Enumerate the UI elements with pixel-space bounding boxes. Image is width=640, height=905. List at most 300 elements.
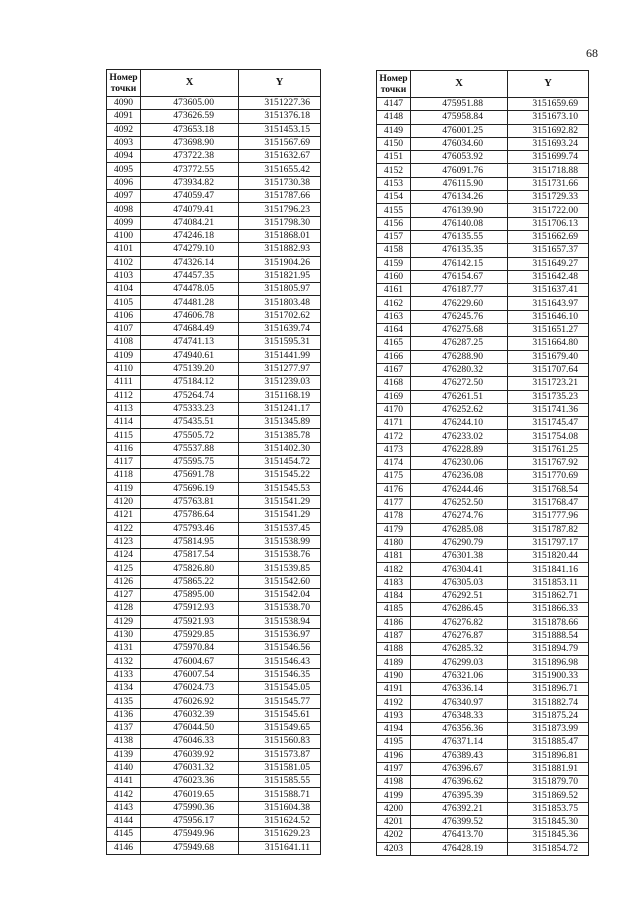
x-cell: 475951.88 (411, 98, 508, 111)
table-row (107, 416, 321, 429)
x-cell: 475826.80 (141, 562, 239, 575)
header-point-number (377, 71, 411, 98)
table-row (377, 377, 589, 390)
y-cell: 3151873.99 (508, 722, 589, 735)
point-number-cell: 4108 (107, 336, 141, 349)
point-number-cell: 4122 (107, 522, 141, 535)
x-cell: 476261.51 (411, 390, 508, 403)
point-number-cell: 4185 (377, 603, 411, 616)
table-row (107, 203, 321, 216)
x-cell: 473626.59 (141, 110, 239, 123)
table-row (377, 563, 589, 576)
table-row (377, 430, 589, 443)
y-cell: 3151900.33 (508, 669, 589, 682)
table-row (377, 789, 589, 802)
point-number-cell: 4154 (377, 191, 411, 204)
x-cell: 476026.92 (141, 695, 239, 708)
table-row (107, 389, 321, 402)
x-cell: 476053.92 (411, 151, 508, 164)
point-number-cell: 4195 (377, 736, 411, 749)
y-cell: 3151853.75 (508, 802, 589, 815)
y-cell: 3151629.23 (239, 828, 321, 841)
y-cell: 3151637.41 (508, 284, 589, 297)
x-cell: 475435.51 (141, 416, 239, 429)
point-number-cell: 4101 (107, 243, 141, 256)
x-cell: 476321.06 (411, 669, 508, 682)
x-cell: 476396.67 (411, 762, 508, 775)
header-number-line1: Номер (109, 72, 138, 83)
x-cell: 476356.36 (411, 722, 508, 735)
table-row (107, 362, 321, 375)
table-row (377, 749, 589, 762)
table-row (107, 668, 321, 681)
point-number-cell: 4120 (107, 495, 141, 508)
y-cell: 3151541.29 (239, 509, 321, 522)
point-number-cell: 4125 (107, 562, 141, 575)
table-row (377, 177, 589, 190)
y-cell: 3151241.17 (239, 402, 321, 415)
y-cell: 3151729.33 (508, 191, 589, 204)
coordinates-table-right (376, 70, 589, 856)
y-cell: 3151894.79 (508, 643, 589, 656)
x-cell: 473653.18 (141, 123, 239, 136)
y-cell: 3151657.37 (508, 244, 589, 257)
point-number-cell: 4157 (377, 230, 411, 243)
table-row (107, 442, 321, 455)
x-cell: 476396.62 (411, 776, 508, 789)
point-number-cell: 4152 (377, 164, 411, 177)
y-cell: 3151537.45 (239, 522, 321, 535)
x-cell: 476140.08 (411, 217, 508, 230)
y-cell: 3151545.53 (239, 482, 321, 495)
x-cell: 474481.28 (141, 296, 239, 309)
table-row (377, 629, 589, 642)
table-row (377, 270, 589, 283)
point-number-cell: 4090 (107, 97, 141, 110)
point-number-cell: 4113 (107, 402, 141, 415)
x-cell: 476229.60 (411, 297, 508, 310)
x-cell: 475763.81 (141, 495, 239, 508)
y-cell: 3151722.00 (508, 204, 589, 217)
table-row (107, 429, 321, 442)
table-row (107, 815, 321, 828)
y-cell: 3151868.01 (239, 229, 321, 242)
y-cell: 3151542.04 (239, 588, 321, 601)
x-cell: 473722.38 (141, 150, 239, 163)
x-cell: 475793.46 (141, 522, 239, 535)
y-cell: 3151604.38 (239, 801, 321, 814)
x-cell: 476034.60 (411, 137, 508, 150)
point-number-cell: 4180 (377, 536, 411, 549)
y-cell: 3151798.30 (239, 216, 321, 229)
point-number-cell: 4135 (107, 695, 141, 708)
table-row (107, 323, 321, 336)
table-row (377, 124, 589, 137)
x-cell: 476230.06 (411, 457, 508, 470)
y-cell: 3151546.35 (239, 668, 321, 681)
x-cell: 474246.18 (141, 229, 239, 242)
header-point-number (107, 70, 141, 97)
point-number-cell: 4129 (107, 615, 141, 628)
point-number-cell: 4102 (107, 256, 141, 269)
x-cell: 474079.41 (141, 203, 239, 216)
y-cell: 3151796.23 (239, 203, 321, 216)
x-cell: 476007.54 (141, 668, 239, 681)
x-cell: 475696.19 (141, 482, 239, 495)
x-cell: 474606.78 (141, 309, 239, 322)
table-row (107, 495, 321, 508)
table-row (107, 748, 321, 761)
y-cell: 3151168.19 (239, 389, 321, 402)
y-cell: 3151649.27 (508, 257, 589, 270)
table-row (107, 163, 321, 176)
table-row (107, 216, 321, 229)
point-number-cell: 4123 (107, 535, 141, 548)
table-row (377, 603, 589, 616)
x-cell: 475895.00 (141, 588, 239, 601)
x-cell: 476287.25 (411, 337, 508, 350)
x-cell: 476044.50 (141, 721, 239, 734)
y-cell: 3151402.30 (239, 442, 321, 455)
y-cell: 3151539.85 (239, 562, 321, 575)
point-number-cell: 4150 (377, 137, 411, 150)
point-number-cell: 4191 (377, 683, 411, 696)
y-cell: 3151761.25 (508, 443, 589, 456)
table-row (377, 802, 589, 815)
table-row (377, 204, 589, 217)
x-cell: 475929.85 (141, 628, 239, 641)
x-cell: 476292.51 (411, 589, 508, 602)
y-cell: 3151646.10 (508, 310, 589, 323)
x-cell: 476245.76 (411, 310, 508, 323)
x-cell: 475537.88 (141, 442, 239, 455)
table-row (107, 775, 321, 788)
table-row (377, 589, 589, 602)
point-number-cell: 4126 (107, 575, 141, 588)
table-row (377, 696, 589, 709)
point-number-cell: 4170 (377, 403, 411, 416)
table-row (107, 655, 321, 668)
y-cell: 3151777.96 (508, 510, 589, 523)
table-row (377, 151, 589, 164)
point-number-cell: 4131 (107, 642, 141, 655)
point-number-cell: 4115 (107, 429, 141, 442)
point-number-cell: 4172 (377, 430, 411, 443)
y-cell: 3151560.83 (239, 735, 321, 748)
point-number-cell: 4151 (377, 151, 411, 164)
y-cell: 3151853.11 (508, 576, 589, 589)
point-number-cell: 4133 (107, 668, 141, 681)
table-row (377, 656, 589, 669)
point-number-cell: 4160 (377, 270, 411, 283)
point-number-cell: 4104 (107, 283, 141, 296)
point-number-cell: 4196 (377, 749, 411, 762)
x-cell: 476371.14 (411, 736, 508, 749)
y-cell: 3151821.95 (239, 269, 321, 282)
y-cell: 3151538.76 (239, 549, 321, 562)
table-row (377, 523, 589, 536)
point-number-cell: 4189 (377, 656, 411, 669)
y-cell: 3151904.26 (239, 256, 321, 269)
table-row (107, 136, 321, 149)
x-cell: 476046.33 (141, 735, 239, 748)
point-number-cell: 4163 (377, 310, 411, 323)
point-number-cell: 4142 (107, 788, 141, 801)
x-cell: 476288.90 (411, 350, 508, 363)
point-number-cell: 4091 (107, 110, 141, 123)
table-row (377, 816, 589, 829)
point-number-cell: 4138 (107, 735, 141, 748)
y-cell: 3151655.42 (239, 163, 321, 176)
table-row (377, 510, 589, 523)
y-cell: 3151692.82 (508, 124, 589, 137)
x-cell: 476290.79 (411, 536, 508, 549)
table-row (107, 535, 321, 548)
table-row (377, 350, 589, 363)
y-cell: 3151730.38 (239, 176, 321, 189)
point-number-cell: 4134 (107, 682, 141, 695)
x-cell: 476091.76 (411, 164, 508, 177)
point-number-cell: 4105 (107, 296, 141, 309)
point-number-cell: 4114 (107, 416, 141, 429)
header-number-line2: точки (380, 84, 407, 95)
x-cell: 476039.92 (141, 748, 239, 761)
x-cell: 476233.02 (411, 430, 508, 443)
table-row (377, 417, 589, 430)
y-cell: 3151441.99 (239, 349, 321, 362)
x-cell: 476001.25 (411, 124, 508, 137)
y-cell: 3151896.71 (508, 683, 589, 696)
coordinates-table-left (106, 69, 321, 855)
x-cell: 473934.82 (141, 176, 239, 189)
x-cell: 473772.55 (141, 163, 239, 176)
table-row (377, 443, 589, 456)
x-cell: 476274.76 (411, 510, 508, 523)
x-cell: 476399.52 (411, 816, 508, 829)
y-cell: 3151545.05 (239, 682, 321, 695)
table-row (377, 470, 589, 483)
y-cell: 3151881.91 (508, 762, 589, 775)
table-row (377, 164, 589, 177)
table-row (377, 137, 589, 150)
y-cell: 3151731.66 (508, 177, 589, 190)
x-cell: 476286.45 (411, 603, 508, 616)
x-cell: 476115.90 (411, 177, 508, 190)
x-cell: 476139.90 (411, 204, 508, 217)
y-cell: 3151768.54 (508, 483, 589, 496)
table-row (107, 336, 321, 349)
point-number-cell: 4186 (377, 616, 411, 629)
y-cell: 3151345.89 (239, 416, 321, 429)
point-number-cell: 4128 (107, 602, 141, 615)
y-cell: 3151885.47 (508, 736, 589, 749)
x-cell: 476413.70 (411, 829, 508, 842)
y-cell: 3151632.67 (239, 150, 321, 163)
point-number-cell: 4118 (107, 469, 141, 482)
x-cell: 475949.68 (141, 841, 239, 854)
point-number-cell: 4159 (377, 257, 411, 270)
table-row (377, 842, 589, 855)
table-row (377, 244, 589, 257)
y-cell: 3151673.10 (508, 111, 589, 124)
y-cell: 3151787.66 (239, 190, 321, 203)
x-cell: 474478.05 (141, 283, 239, 296)
point-number-cell: 4168 (377, 377, 411, 390)
point-number-cell: 4158 (377, 244, 411, 257)
x-cell: 474059.47 (141, 190, 239, 203)
table-row (107, 628, 321, 641)
header-y: Y (239, 70, 321, 97)
table-row (107, 402, 321, 415)
x-cell: 476276.87 (411, 629, 508, 642)
y-cell: 3151767.92 (508, 457, 589, 470)
table-row (107, 190, 321, 203)
y-cell: 3151741.36 (508, 403, 589, 416)
x-cell: 474084.21 (141, 216, 239, 229)
point-number-cell: 4156 (377, 217, 411, 230)
x-cell: 476252.62 (411, 403, 508, 416)
y-cell: 3151723.21 (508, 377, 589, 390)
x-cell: 475990.36 (141, 801, 239, 814)
y-cell: 3151845.36 (508, 829, 589, 842)
table-body-left (107, 97, 321, 855)
table-row (107, 349, 321, 362)
point-number-cell: 4103 (107, 269, 141, 282)
y-cell: 3151866.33 (508, 603, 589, 616)
x-cell: 474940.61 (141, 349, 239, 362)
table-row (107, 522, 321, 535)
x-cell: 474457.35 (141, 269, 239, 282)
y-cell: 3151805.97 (239, 283, 321, 296)
y-cell: 3151542.60 (239, 575, 321, 588)
table-row (107, 243, 321, 256)
x-cell: 475958.84 (411, 111, 508, 124)
point-number-cell: 4110 (107, 362, 141, 375)
point-number-cell: 4200 (377, 802, 411, 815)
table-row (107, 482, 321, 495)
y-cell: 3151869.52 (508, 789, 589, 802)
x-cell: 475814.95 (141, 535, 239, 548)
point-number-cell: 4107 (107, 323, 141, 336)
table-row (377, 736, 589, 749)
table-row (377, 111, 589, 124)
x-cell: 476305.03 (411, 576, 508, 589)
x-cell: 475595.75 (141, 456, 239, 469)
point-number-cell: 4143 (107, 801, 141, 814)
x-cell: 476280.32 (411, 363, 508, 376)
point-number-cell: 4124 (107, 549, 141, 562)
table-row (377, 230, 589, 243)
y-cell: 3151803.48 (239, 296, 321, 309)
y-cell: 3151820.44 (508, 550, 589, 563)
x-cell: 476135.35 (411, 244, 508, 257)
point-number-cell: 4194 (377, 722, 411, 735)
table-row (377, 191, 589, 204)
table-row (377, 390, 589, 403)
point-number-cell: 4093 (107, 136, 141, 149)
point-number-cell: 4183 (377, 576, 411, 589)
point-number-cell: 4144 (107, 815, 141, 828)
y-cell: 3151878.66 (508, 616, 589, 629)
point-number-cell: 4177 (377, 496, 411, 509)
point-number-cell: 4111 (107, 376, 141, 389)
point-number-cell: 4197 (377, 762, 411, 775)
point-number-cell: 4166 (377, 350, 411, 363)
point-number-cell: 4109 (107, 349, 141, 362)
table-row (377, 297, 589, 310)
point-number-cell: 4100 (107, 229, 141, 242)
x-cell: 475912.93 (141, 602, 239, 615)
y-cell: 3151588.71 (239, 788, 321, 801)
y-cell: 3151702.62 (239, 309, 321, 322)
y-cell: 3151239.03 (239, 376, 321, 389)
table-row (107, 176, 321, 189)
point-number-cell: 4127 (107, 588, 141, 601)
table-row (107, 575, 321, 588)
x-cell: 476304.41 (411, 563, 508, 576)
x-cell: 475139.20 (141, 362, 239, 375)
table-row (377, 776, 589, 789)
y-cell: 3151882.74 (508, 696, 589, 709)
y-cell: 3151862.71 (508, 589, 589, 602)
table-row (377, 483, 589, 496)
table-row (377, 722, 589, 735)
x-cell: 475970.84 (141, 642, 239, 655)
point-number-cell: 4155 (377, 204, 411, 217)
point-number-cell: 4092 (107, 123, 141, 136)
y-cell: 3151706.13 (508, 217, 589, 230)
table-row (377, 310, 589, 323)
point-number-cell: 4184 (377, 589, 411, 602)
x-cell: 476236.08 (411, 470, 508, 483)
x-cell: 476244.46 (411, 483, 508, 496)
table-row (377, 829, 589, 842)
point-number-cell: 4161 (377, 284, 411, 297)
point-number-cell: 4190 (377, 669, 411, 682)
point-number-cell: 4162 (377, 297, 411, 310)
point-number-cell: 4145 (107, 828, 141, 841)
table-row (377, 98, 589, 111)
point-number-cell: 4167 (377, 363, 411, 376)
y-cell: 3151454.72 (239, 456, 321, 469)
y-cell: 3151787.82 (508, 523, 589, 536)
point-number-cell: 4112 (107, 389, 141, 402)
point-number-cell: 4178 (377, 510, 411, 523)
x-cell: 475505.72 (141, 429, 239, 442)
table-row (107, 456, 321, 469)
point-number-cell: 4169 (377, 390, 411, 403)
point-number-cell: 4175 (377, 470, 411, 483)
table-header (107, 70, 321, 97)
table-row (107, 721, 321, 734)
point-number-cell: 4140 (107, 761, 141, 774)
y-cell: 3151545.22 (239, 469, 321, 482)
table-row (377, 457, 589, 470)
table-row (107, 642, 321, 655)
point-number-cell: 4202 (377, 829, 411, 842)
point-number-cell: 4181 (377, 550, 411, 563)
table-row (377, 337, 589, 350)
table-row (377, 616, 589, 629)
y-cell: 3151376.18 (239, 110, 321, 123)
header-number-line2: точки (110, 83, 137, 94)
x-cell: 474279.10 (141, 243, 239, 256)
y-cell: 3151643.97 (508, 297, 589, 310)
x-cell: 476032.39 (141, 708, 239, 721)
point-number-cell: 4119 (107, 482, 141, 495)
table-body-right (377, 98, 589, 856)
point-number-cell: 4153 (377, 177, 411, 190)
